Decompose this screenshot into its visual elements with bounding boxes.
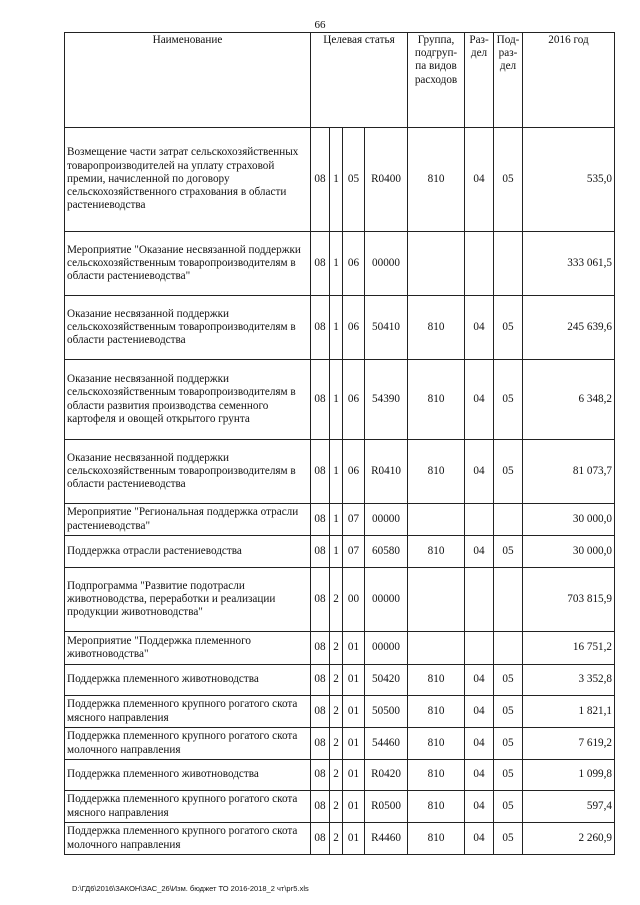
row-name: Поддержка племенного животноводства [65, 665, 311, 696]
section-code: 04 [465, 696, 494, 728]
program-code: 08 [311, 728, 330, 760]
subprogram-code: 1 [330, 440, 343, 504]
event-code: 05 [343, 128, 365, 232]
table-row [65, 128, 615, 232]
direction-code: 00000 [365, 568, 408, 632]
expense-group: 810 [408, 440, 465, 504]
subprogram-code: 2 [330, 696, 343, 728]
subsection-code [494, 504, 523, 536]
direction-code: R0420 [365, 760, 408, 791]
program-code: 08 [311, 536, 330, 568]
expense-group: 810 [408, 665, 465, 696]
table-row [65, 504, 615, 536]
program-code: 08 [311, 504, 330, 536]
amount-2016: 703 815,9 [523, 568, 615, 632]
expense-group [408, 568, 465, 632]
section-code: 04 [465, 360, 494, 440]
expense-group: 810 [408, 791, 465, 823]
subsection-code: 05 [494, 728, 523, 760]
section-code: 04 [465, 823, 494, 855]
direction-code: R4460 [365, 823, 408, 855]
file-path-footer: D:\ГД6\2016\ЗАКОН\ЗАС_26\Изм. бюджет ТО 2016-2018_2 чт\рг5.xls [72, 884, 309, 893]
amount-2016: 16 751,2 [523, 632, 615, 665]
subsection-code: 05 [494, 791, 523, 823]
expense-group [408, 632, 465, 665]
section-code [465, 232, 494, 296]
row-name: Поддержка племенного крупного рогатого скота мясного направления [65, 791, 311, 823]
section-code: 04 [465, 128, 494, 232]
subprogram-code: 1 [330, 360, 343, 440]
program-code: 08 [311, 296, 330, 360]
section-code: 04 [465, 791, 494, 823]
subsection-code: 05 [494, 536, 523, 568]
budget-table [64, 32, 615, 855]
table-row [65, 791, 615, 823]
header-year: 2016 год [523, 33, 615, 128]
program-code: 08 [311, 128, 330, 232]
amount-2016: 6 348,2 [523, 360, 615, 440]
subsection-code: 05 [494, 360, 523, 440]
table-body [65, 128, 615, 855]
direction-code: 54390 [365, 360, 408, 440]
subprogram-code: 2 [330, 760, 343, 791]
row-name: Мероприятие "Региональная поддержка отрасли растениеводства" [65, 504, 311, 536]
subprogram-code: 1 [330, 536, 343, 568]
expense-group: 810 [408, 728, 465, 760]
subprogram-code: 2 [330, 791, 343, 823]
amount-2016: 3 352,8 [523, 665, 615, 696]
table-row [65, 632, 615, 665]
amount-2016: 597,4 [523, 791, 615, 823]
direction-code: 54460 [365, 728, 408, 760]
section-code: 04 [465, 760, 494, 791]
amount-2016: 30 000,0 [523, 536, 615, 568]
subsection-code: 05 [494, 823, 523, 855]
expense-group: 810 [408, 823, 465, 855]
amount-2016: 2 260,9 [523, 823, 615, 855]
header-name: Наименование [65, 33, 311, 128]
table-row [65, 760, 615, 791]
table-row [65, 568, 615, 632]
event-code: 01 [343, 728, 365, 760]
row-name: Поддержка племенного крупного рогатого скота молочного направления [65, 823, 311, 855]
amount-2016: 81 073,7 [523, 440, 615, 504]
program-code: 08 [311, 823, 330, 855]
direction-code: 60580 [365, 536, 408, 568]
page-number: 66 [314, 19, 326, 31]
expense-group: 810 [408, 360, 465, 440]
subprogram-code: 1 [330, 128, 343, 232]
expense-group: 810 [408, 536, 465, 568]
section-code: 04 [465, 665, 494, 696]
table-row [65, 823, 615, 855]
direction-code: R0410 [365, 440, 408, 504]
event-code: 01 [343, 823, 365, 855]
table-row [65, 440, 615, 504]
table-row [65, 232, 615, 296]
subprogram-code: 2 [330, 728, 343, 760]
direction-code: 50500 [365, 696, 408, 728]
amount-2016: 333 061,5 [523, 232, 615, 296]
row-name: Поддержка племенного животноводства [65, 760, 311, 791]
event-code: 01 [343, 665, 365, 696]
event-code: 06 [343, 296, 365, 360]
event-code: 01 [343, 791, 365, 823]
subprogram-code: 1 [330, 504, 343, 536]
event-code: 00 [343, 568, 365, 632]
subsection-code: 05 [494, 696, 523, 728]
subprogram-code: 2 [330, 665, 343, 696]
event-code: 06 [343, 440, 365, 504]
subsection-code [494, 632, 523, 665]
expense-group: 810 [408, 128, 465, 232]
row-name: Подпрограмма "Развитие подотрасли животноводства, переработки и реализации продукции животноводства" [65, 568, 311, 632]
direction-code: 00000 [365, 232, 408, 296]
section-code: 04 [465, 296, 494, 360]
expense-group: 810 [408, 696, 465, 728]
section-code [465, 504, 494, 536]
table-row [65, 696, 615, 728]
program-code: 08 [311, 568, 330, 632]
subprogram-code: 2 [330, 632, 343, 665]
event-code: 06 [343, 232, 365, 296]
program-code: 08 [311, 760, 330, 791]
program-code: 08 [311, 232, 330, 296]
amount-2016: 1 821,1 [523, 696, 615, 728]
subsection-code: 05 [494, 440, 523, 504]
event-code: 01 [343, 632, 365, 665]
header-subsection: Под-раз-дел [494, 33, 523, 128]
amount-2016: 30 000,0 [523, 504, 615, 536]
row-name: Оказание несвязанной поддержки сельскохозяйственным товаропроизводителям в области растениеводства [65, 440, 311, 504]
event-code: 06 [343, 360, 365, 440]
table-row [65, 360, 615, 440]
direction-code: 00000 [365, 632, 408, 665]
subprogram-code: 2 [330, 568, 343, 632]
amount-2016: 245 639,6 [523, 296, 615, 360]
section-code: 04 [465, 728, 494, 760]
subprogram-code: 1 [330, 232, 343, 296]
subsection-code [494, 232, 523, 296]
program-code: 08 [311, 632, 330, 665]
row-name: Поддержка отрасли растениеводства [65, 536, 311, 568]
section-code [465, 632, 494, 665]
table-row [65, 296, 615, 360]
header-group: Группа, подгруп-па видов расходов [408, 33, 465, 128]
expense-group: 810 [408, 296, 465, 360]
event-code: 07 [343, 536, 365, 568]
table-header-row [65, 33, 615, 128]
header-target: Целевая статья [311, 33, 408, 128]
program-code: 08 [311, 360, 330, 440]
table-row [65, 728, 615, 760]
event-code: 01 [343, 696, 365, 728]
row-name: Поддержка племенного крупного рогатого скота молочного направления [65, 728, 311, 760]
header-section: Раз-дел [465, 33, 494, 128]
subprogram-code: 1 [330, 296, 343, 360]
table-row [65, 665, 615, 696]
row-name: Оказание несвязанной поддержки сельскохозяйственным товаропроизводителям в области растениеводства [65, 296, 311, 360]
program-code: 08 [311, 665, 330, 696]
direction-code: 50410 [365, 296, 408, 360]
amount-2016: 1 099,8 [523, 760, 615, 791]
direction-code: R0400 [365, 128, 408, 232]
direction-code: 00000 [365, 504, 408, 536]
event-code: 07 [343, 504, 365, 536]
subsection-code: 05 [494, 128, 523, 232]
expense-group [408, 232, 465, 296]
row-name: Оказание несвязанной поддержки сельскохозяйственным товаропроизводителям в области развития производства семенного картофеля и овощей открытого грунта [65, 360, 311, 440]
program-code: 08 [311, 696, 330, 728]
table-row [65, 536, 615, 568]
subsection-code [494, 568, 523, 632]
row-name: Поддержка племенного крупного рогатого скота мясного направления [65, 696, 311, 728]
expense-group: 810 [408, 760, 465, 791]
subsection-code: 05 [494, 296, 523, 360]
program-code: 08 [311, 440, 330, 504]
subsection-code: 05 [494, 665, 523, 696]
amount-2016: 7 619,2 [523, 728, 615, 760]
row-name: Мероприятие "Оказание несвязанной поддержки сельскохозяйственным товаропроизводителям в области растениеводства" [65, 232, 311, 296]
section-code: 04 [465, 440, 494, 504]
event-code: 01 [343, 760, 365, 791]
subsection-code: 05 [494, 760, 523, 791]
row-name: Возмещение части затрат сельскохозяйственных товаропроизводителей на уплату страховой премии, начисленной по договору сельскохозяйственного страхования в области растениеводства [65, 128, 311, 232]
subprogram-code: 2 [330, 823, 343, 855]
amount-2016: 535,0 [523, 128, 615, 232]
row-name: Мероприятие "Поддержка племенного животноводства" [65, 632, 311, 665]
program-code: 08 [311, 791, 330, 823]
direction-code: R0500 [365, 791, 408, 823]
direction-code: 50420 [365, 665, 408, 696]
expense-group [408, 504, 465, 536]
section-code [465, 568, 494, 632]
section-code: 04 [465, 536, 494, 568]
